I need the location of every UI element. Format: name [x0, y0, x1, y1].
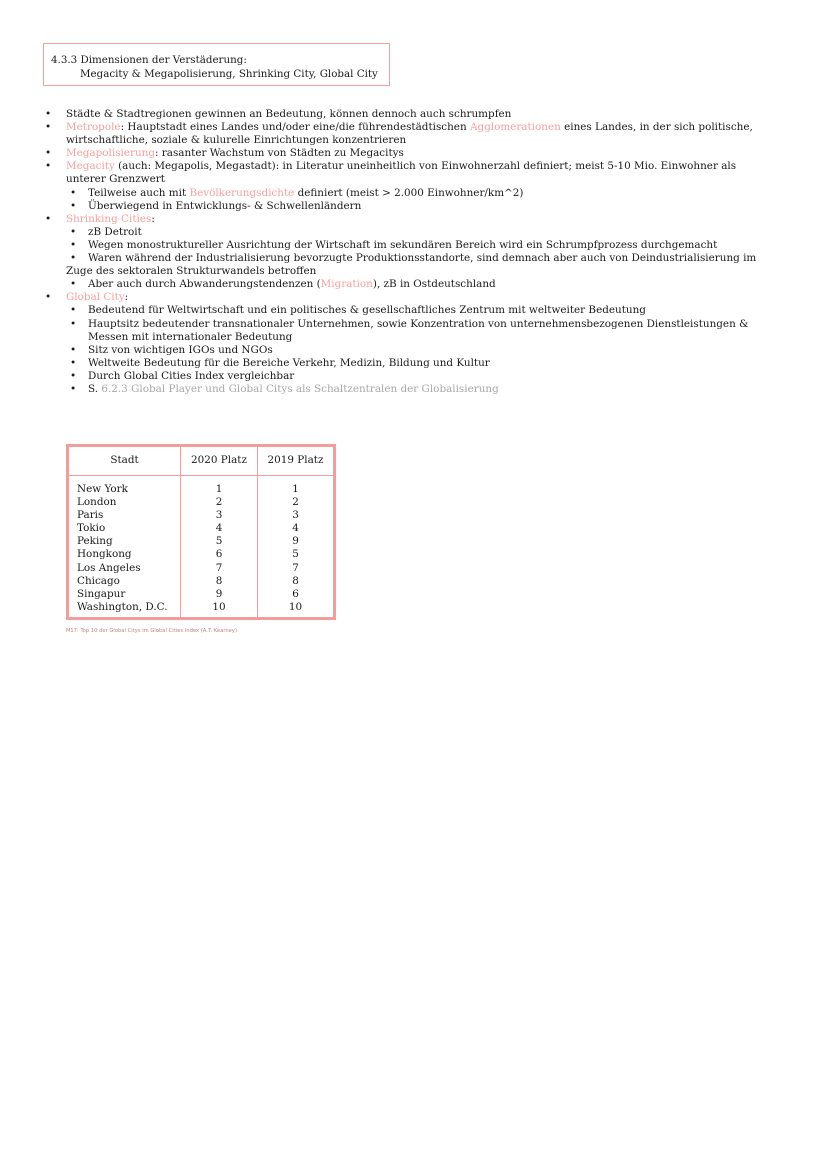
table-cell-rank-2020: 10	[212, 600, 226, 613]
sub-list-item-continued: Messen mit internationaler Bedeutung	[88, 330, 293, 343]
table-cell-city: Peking	[77, 535, 113, 548]
table-cell-rank-2020: 6	[215, 548, 223, 561]
table-caption: M17: Top 10 der Global Citys im Global Cities Index (A.T. Kearney)	[66, 628, 238, 634]
global-cities-table	[66, 444, 336, 620]
table-cell-city: New York	[77, 483, 128, 495]
keyword-global-city[interactable]: Global City	[66, 291, 125, 304]
list-item: • Megapolisierung: rasanter Wachstum von Städten zu Megacitys	[34, 147, 794, 160]
list-item: • Shrinking Cities:	[34, 213, 794, 226]
sub-list-item-continued: Zuge des sektoralen Strukturwandels betroffen	[66, 265, 317, 278]
table-cell-city: Los Angeles	[77, 561, 141, 574]
keyword-agglomerationen[interactable]: Agglomerationen	[469, 121, 561, 134]
list-item: • Städte & Stadtregionen gewinnen an Bedeutung, können dennoch auch schrumpfen	[34, 108, 794, 121]
sub-list-item: • Weltweite Bedeutung für die Bereiche Verkehr, Medizin, Bildung und Kultur	[34, 357, 794, 370]
table-cell-city: Chicago	[77, 574, 120, 587]
keyword-metropole[interactable]: Metropole	[66, 121, 121, 134]
sub-list-item: • Teilweise auch mit Bevölkerungsdichte definiert (meist > 2.000 Einwohner/km^2)	[34, 187, 794, 200]
table-cell-rank-2019: 10	[288, 600, 303, 613]
rank-2019-column	[258, 476, 334, 618]
list-item: • Metropole: Hauptstadt eines Landes und/oder eine/die führendestädtischen Agglomerationen eines Landes, in der sich politische,	[34, 121, 794, 134]
keyword-shrinking-cities[interactable]: Shrinking Cities	[66, 212, 152, 225]
table-cell-city: Hongkong	[77, 548, 132, 561]
table-cell-rank-2019: 2	[292, 496, 299, 509]
sub-list-item: • Überwiegend in Entwicklungs- & Schwellenländern	[34, 200, 794, 213]
notes-list	[34, 108, 794, 396]
table-cell-rank-2019: 6	[292, 587, 299, 600]
table-cell-rank-2019: 5	[292, 548, 299, 561]
list-item: • Megacity (auch: Megapolis, Megastadt): in Literatur uneinheitlich von Einwohnerzahl definiert; meist 5-10 Mio. Einwohner als	[34, 160, 794, 173]
keyword-bevoelkerungsdichte[interactable]: Bevölkerungsdichte	[189, 186, 295, 199]
header-2019-platz: 2019 Platz	[258, 447, 334, 476]
sub-list-item: • Sitz von wichtigen IGOs und NGOs	[34, 344, 794, 357]
city-column	[69, 476, 181, 618]
sub-list-item: • Aber auch durch Abwanderungstendenzen (Migration), zB in Ostdeutschland	[34, 278, 794, 291]
sub-list-item: • Wegen monostruktureller Ausrichtung der Wirtschaft im sekundären Bereich wird ein Schrumpfprozess durchgemacht	[34, 239, 794, 252]
keyword-migration[interactable]: Migration	[320, 278, 373, 291]
table-cell-rank-2020: 8	[215, 574, 223, 587]
table-cell-city: Paris	[77, 509, 104, 522]
list-item-continued: wirtschaftliche, soziale & kulurelle Einrichtungen konzentrieren	[66, 134, 407, 147]
table-cell-rank-2019: 4	[292, 522, 299, 535]
sub-list-item: • Waren während der Industrialisierung bevorzugte Produktionsstandorte, sind demnach aber auch von Deindustrialisierung im	[34, 252, 794, 265]
table-cell-rank-2020: 3	[215, 509, 223, 522]
sub-list-item: • zB Detroit	[34, 226, 794, 239]
list-item: • Global City:	[34, 291, 794, 304]
cross-reference-link[interactable]: 6.2.3 Global Player und Global Citys als Schaltzentralen der Globalisierung	[101, 382, 499, 395]
table-cell-rank-2020: 4	[215, 522, 223, 535]
keyword-megapolisierung[interactable]: Megapolisierung	[66, 147, 155, 160]
table-cell-rank-2019: 8	[292, 574, 299, 587]
table-cell-city: Tokio	[77, 522, 106, 535]
table-cell-rank-2020: 5	[215, 535, 223, 548]
table-cell-rank-2019: 1	[292, 483, 299, 495]
table-cell-rank-2020: 2	[215, 496, 223, 509]
table-cell-rank-2020: 9	[215, 587, 223, 600]
header-stadt: Stadt	[69, 447, 181, 476]
sub-list-item: • Durch Global Cities Index vergleichbar	[34, 370, 794, 383]
header-2020-platz: 2020 Platz	[181, 447, 258, 476]
table-cell-rank-2020: 1	[215, 483, 223, 495]
sub-list-item: • Hauptsitz bedeutender transnationaler Unternehmen, sowie Konzentration von unternehmensbezogenen Dienstleistungen &	[34, 318, 794, 331]
table-cell-city: London	[77, 496, 117, 509]
section-title-box	[43, 43, 390, 86]
table-cell-rank-2019: 3	[292, 509, 299, 522]
sub-list-item: • S. 6.2.3 Global Player und Global Citys als Schaltzentralen der Globalisierung	[34, 383, 794, 396]
table-cell-rank-2019: 9	[292, 535, 299, 548]
sub-list-item: • Bedeutend für Weltwirtschaft und ein politisches & gesellschaftliches Zentrum mit weltweiter Bedeutung	[34, 304, 794, 317]
list-item-continued: unterer Grenzwert	[66, 173, 165, 186]
table-cell-rank-2019: 7	[292, 561, 299, 574]
keyword-megacity[interactable]: Megacity	[66, 160, 115, 173]
table-cell-city: Washington, D.C.	[77, 600, 168, 613]
section-subtitle: Megacity & Megapolisierung, Shrinking City, Global City	[80, 67, 378, 80]
table-cell-rank-2020: 7	[215, 561, 223, 574]
section-title: 4.3.3 Dimensionen der Verstäderung:	[51, 54, 247, 66]
table-cell-city: Singapur	[77, 587, 126, 600]
rank-2020-column	[181, 476, 258, 618]
